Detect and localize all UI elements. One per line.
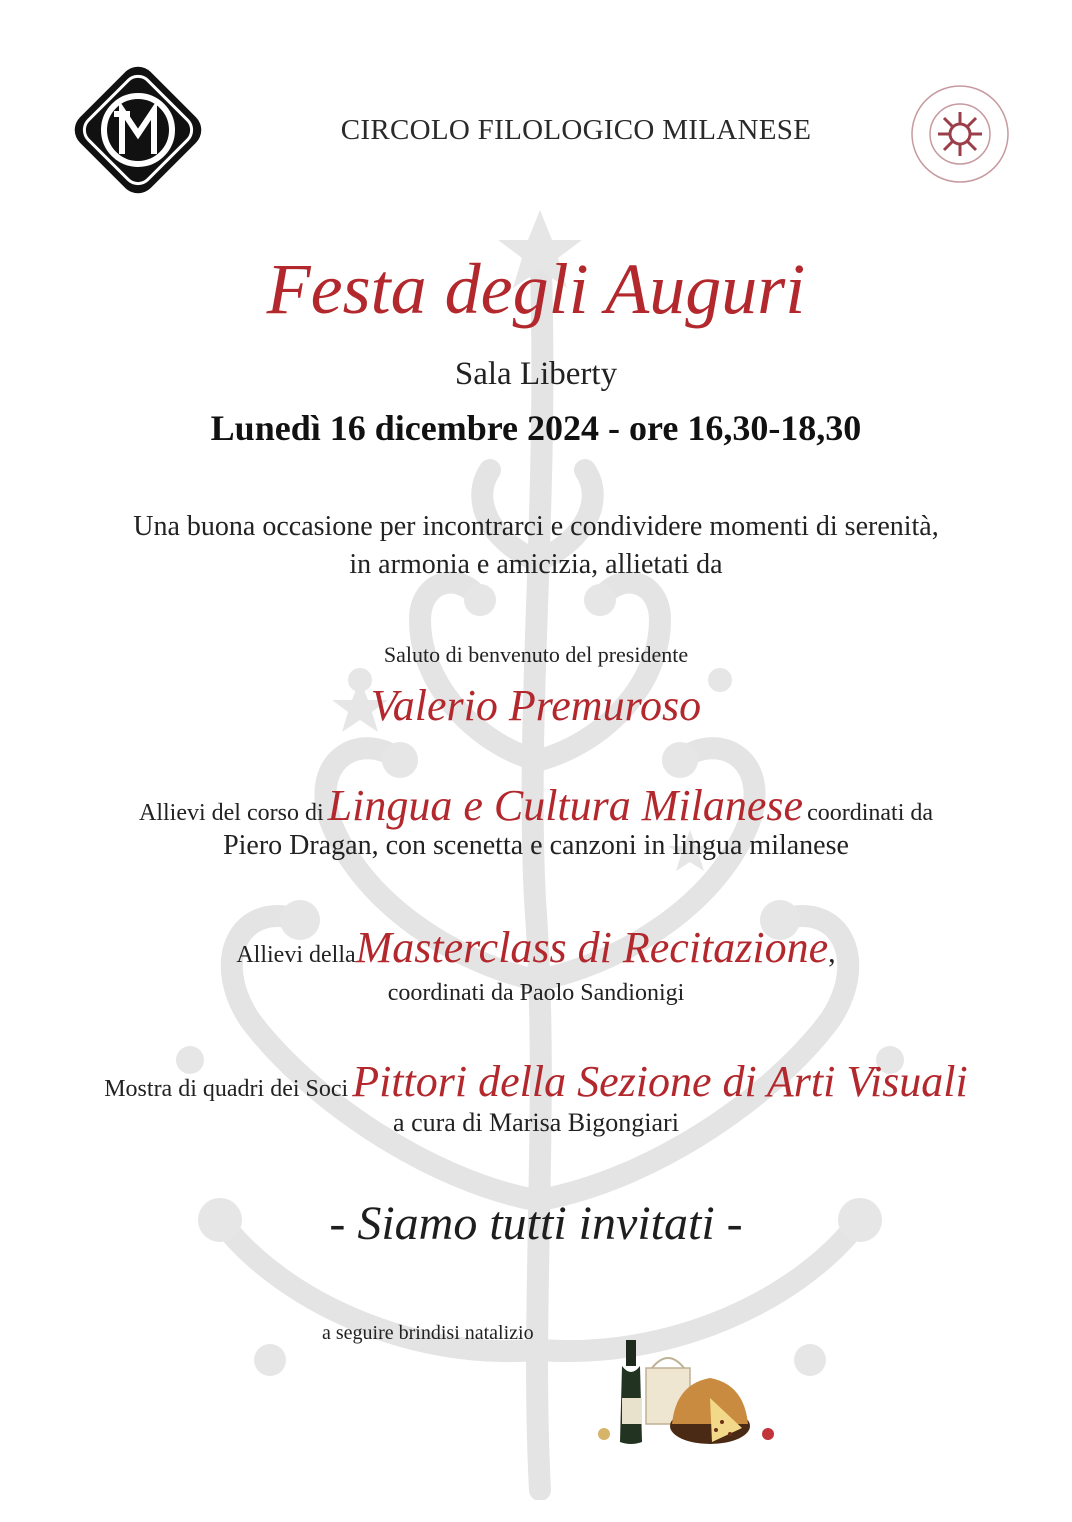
- masterclass-line: [0, 922, 1072, 973]
- enti-storici-logo: [896, 78, 1024, 196]
- invitation-message: - Siamo tutti invitati -: [329, 1197, 743, 1250]
- toast-text: a seguire brindisi natalizio: [322, 1322, 534, 1344]
- greeting-text: Saluto di benvenuto del presidente: [383, 642, 689, 667]
- president-name: Valerio Premuroso: [370, 681, 702, 730]
- event-title: Festa degli Auguri: [266, 249, 806, 329]
- event-datetime: Lunedì 16 dicembre 2024 - ore 16,30-18,30: [210, 408, 862, 448]
- event-venue: Sala Liberty: [454, 356, 618, 392]
- intro-text: [0, 508, 1072, 584]
- course-name: Lingua e Cultura Milanese: [327, 781, 804, 830]
- course-prefix: Allievi del corso di: [138, 800, 324, 826]
- exhibition-prefix: Mostra di quadri dei Soci: [104, 1076, 349, 1102]
- intro-line-1: Una buona occasione per incontrarci e condividere momenti di serenità,: [133, 511, 939, 542]
- course-line: [0, 780, 1072, 831]
- masterclass-detail: coordinati da Paolo Sandionigi: [387, 980, 685, 1006]
- course-detail: Piero Dragan, con scenetta e canzoni in lingua milanese: [223, 830, 849, 861]
- exhibition-detail: a cura di Marisa Bigongiari: [393, 1108, 679, 1137]
- exhibition-name: Pittori della Sezione di Arti Visuali: [352, 1057, 968, 1106]
- masterclass-comma: ,: [828, 936, 836, 969]
- organization-name: CIRCOLO FILOLOGICO MILANESE: [340, 114, 812, 146]
- course-suffix: coordinati da: [807, 800, 934, 826]
- prosecco-panettone-image: [592, 1338, 784, 1448]
- intro-line-2: in armonia e amicizia, allietati da: [349, 549, 723, 580]
- masterclass-name: Masterclass di Recitazione: [355, 923, 829, 972]
- exhibition-line: [0, 1056, 1072, 1107]
- masterclass-prefix: Allievi della: [236, 942, 356, 968]
